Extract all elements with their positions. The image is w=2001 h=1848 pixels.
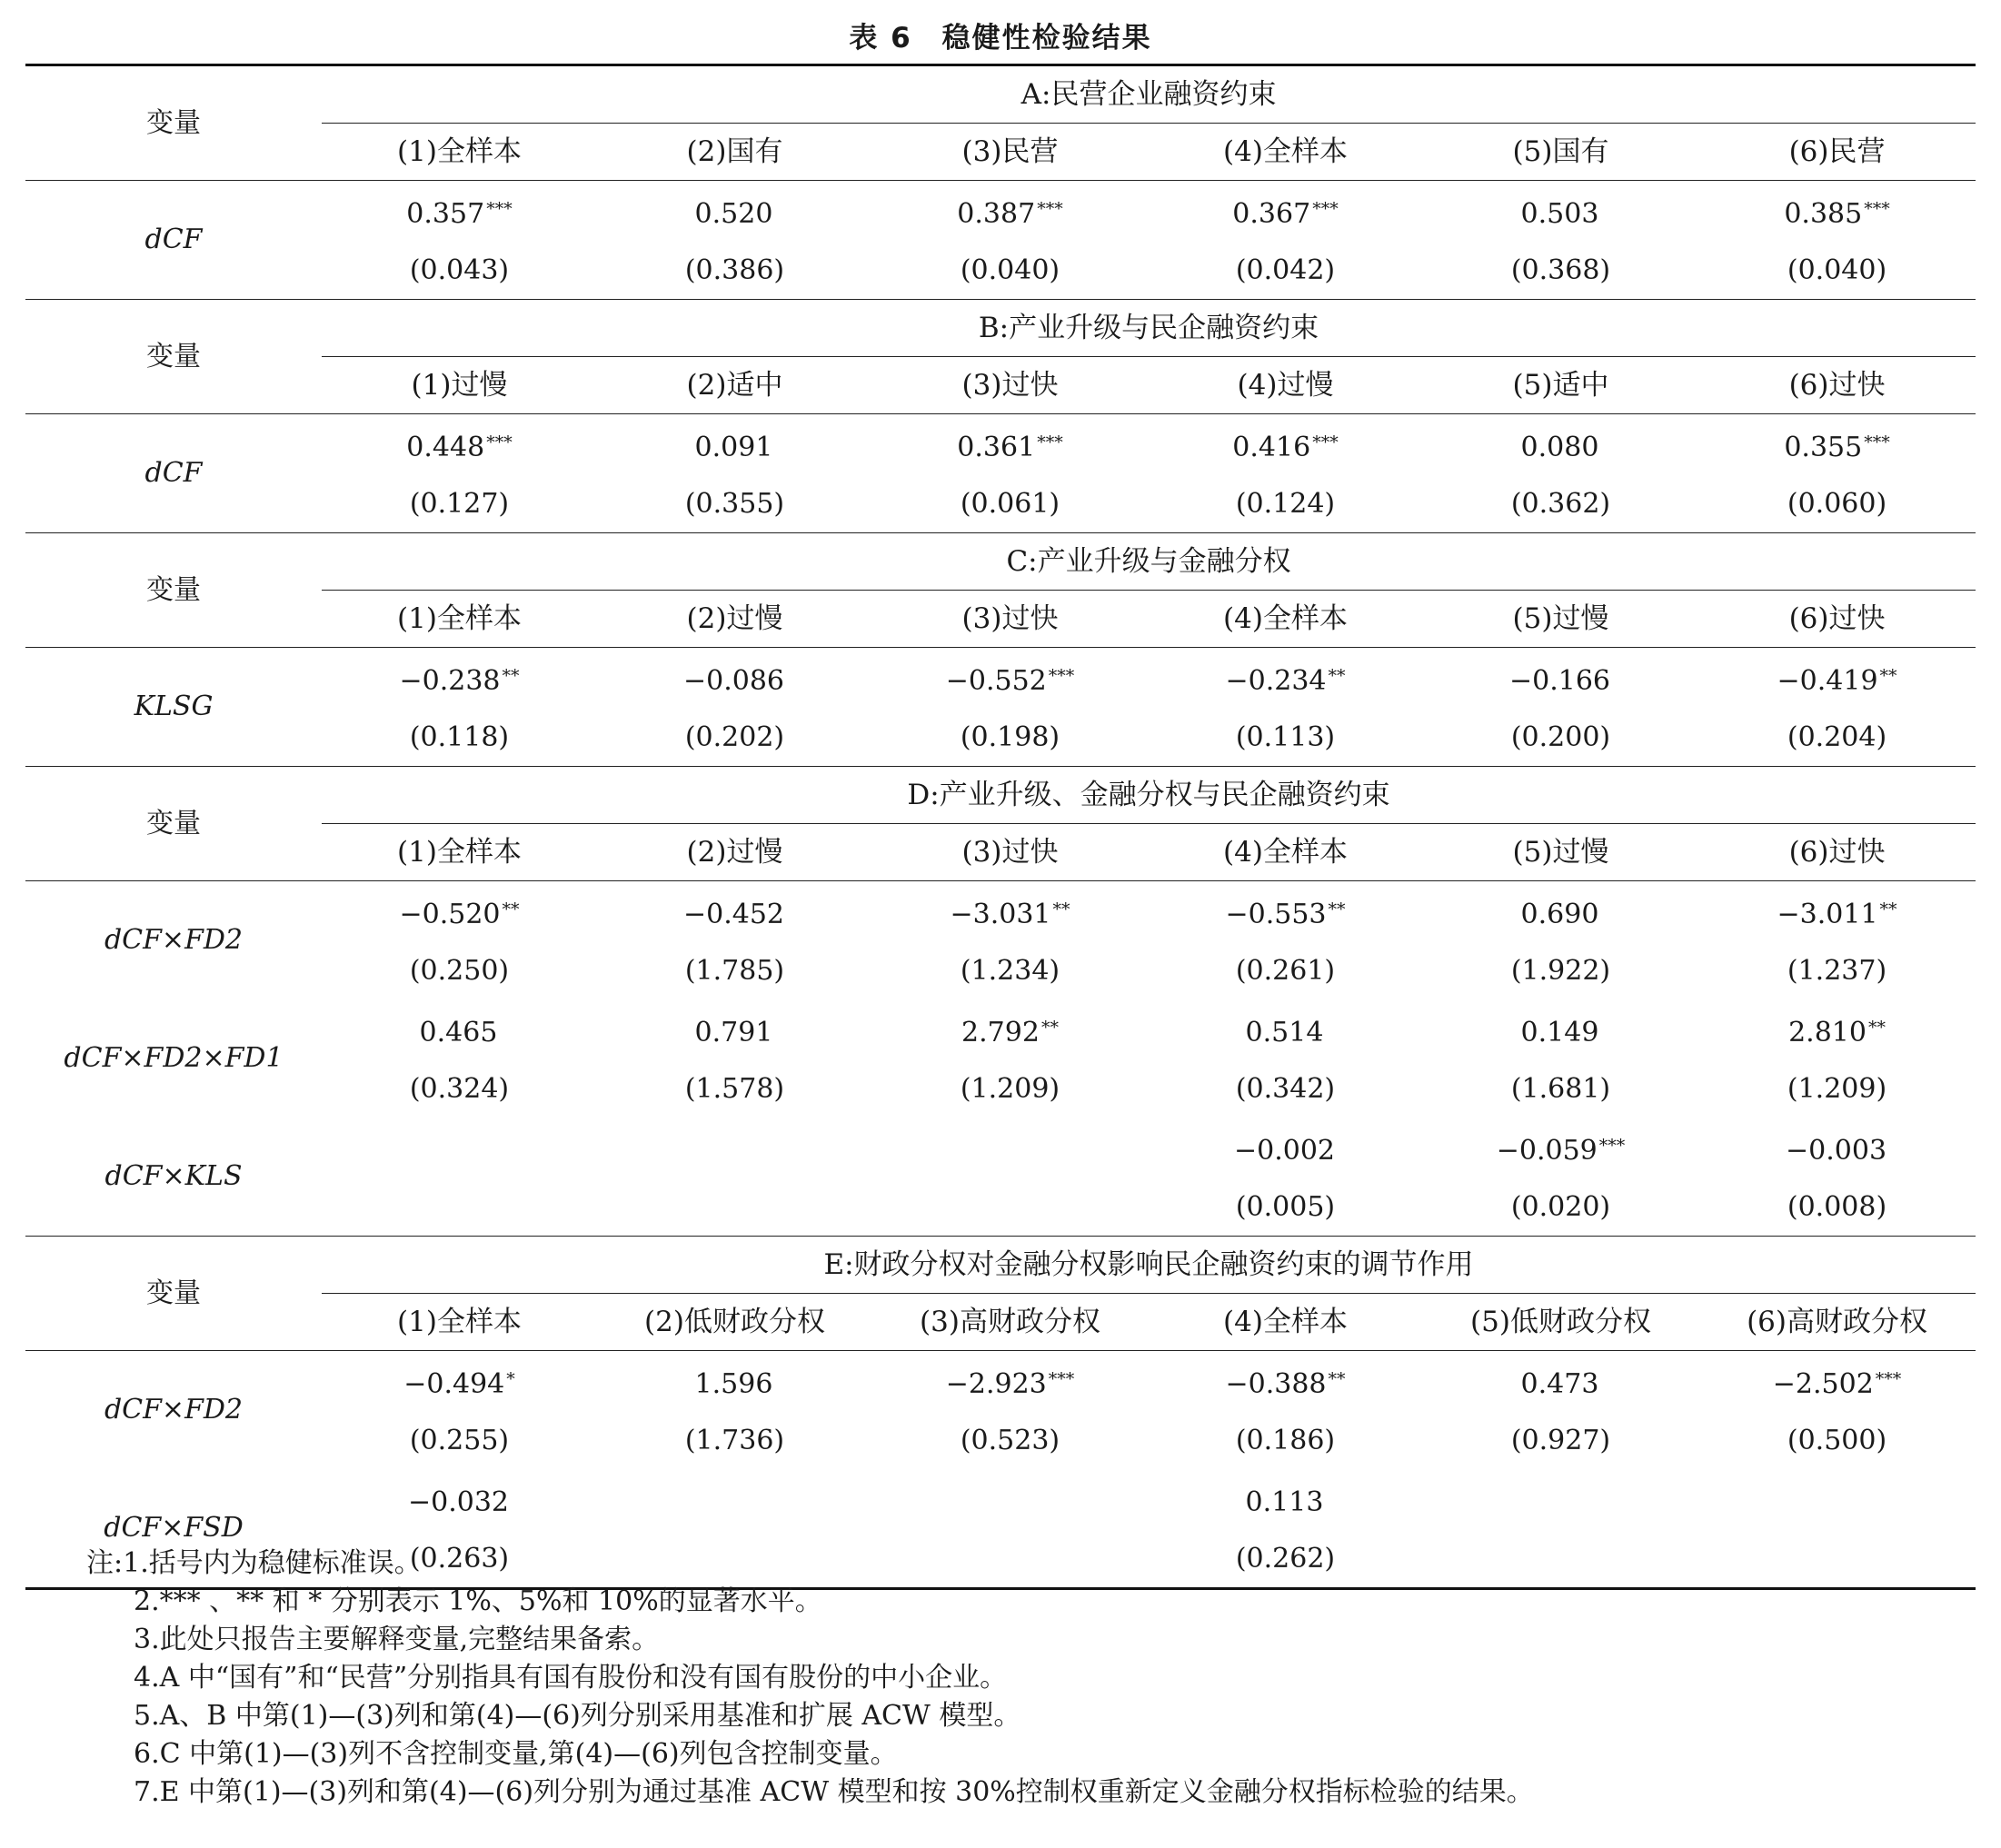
panel-title: B:产业升级与民企融资约束: [322, 300, 1976, 357]
standard-error-cell: (0.362): [1510, 488, 1611, 520]
table-row: [25, 648, 1976, 710]
coefficient-cell: [597, 181, 872, 243]
standard-error-cell: (0.061): [960, 488, 1060, 520]
table-notes: [86, 1545, 1976, 1812]
coefficient-value: −3.031: [950, 899, 1051, 930]
coefficient-value: 0.361: [957, 432, 1036, 463]
column-header: (1)全样本: [322, 824, 597, 881]
standard-error-cell: (0.042): [1235, 254, 1336, 286]
coefficient-value: −2.923: [945, 1368, 1047, 1400]
column-header: (5)国有: [1423, 124, 1698, 181]
significance-stars: ***: [1864, 199, 1890, 219]
panel-title-row: [25, 533, 1976, 591]
table-row: [25, 1118, 1976, 1179]
standard-error-cell: (0.060): [1787, 488, 1887, 520]
coefficient-cell: [1698, 414, 1976, 477]
table-title: 表 6 稳健性检验结果: [849, 22, 1152, 55]
column-header: (2)适中: [597, 357, 872, 414]
table-row: [25, 881, 1976, 944]
variable-header: 变量: [146, 106, 201, 139]
standard-error-cell: (0.113): [1235, 721, 1336, 753]
coefficient-value: −0.059: [1496, 1135, 1598, 1167]
coefficient-value: −0.166: [1508, 665, 1611, 697]
coefficient-value: −0.452: [682, 899, 785, 930]
coefficient-cell: [1148, 1469, 1423, 1531]
coefficient-value: −0.520: [399, 899, 501, 930]
coefficient-value: 0.690: [1520, 899, 1599, 930]
note-line: 7.E 中第(1)—(3)列和第(4)—(6)列分别为通过基准 ACW 模型和按 30%控制权重新定义金融分权指标检验的结果。: [134, 1776, 1534, 1808]
coefficient-cell: [872, 999, 1148, 1061]
standard-error-cell: (0.324): [409, 1073, 510, 1105]
coefficient-cell: [1423, 648, 1698, 710]
coefficient-cell: [1698, 1469, 1976, 1531]
coefficient-value: 0.367: [1232, 198, 1311, 230]
coefficient-value: −0.553: [1225, 899, 1327, 930]
table-row: [25, 1351, 1976, 1414]
coefficient-cell: [872, 1118, 1148, 1179]
variable-header: 变量: [25, 767, 322, 881]
coefficient-cell: [872, 1351, 1148, 1414]
standard-error-cell: [597, 1179, 872, 1237]
panel-title: A:民营企业融资约束: [322, 65, 1976, 124]
standard-error-cell: (0.186): [1235, 1425, 1336, 1456]
column-header: (4)全样本: [1148, 1294, 1423, 1351]
significance-stars: ***: [1312, 432, 1339, 452]
coefficient-value: 0.385: [1784, 198, 1863, 230]
coefficient-cell: [1148, 999, 1423, 1061]
coefficient-value: 2.810: [1788, 1017, 1867, 1048]
significance-stars: ***: [1312, 199, 1339, 219]
significance-stars: **: [1879, 899, 1897, 919]
coefficient-cell: [1423, 414, 1698, 477]
coefficient-cell: [1148, 881, 1423, 944]
standard-error-cell: (1.736): [684, 1425, 785, 1456]
standard-error-cell: (0.263): [409, 1543, 510, 1575]
column-header: (2)低财政分权: [597, 1294, 872, 1351]
coefficient-cell: [322, 881, 597, 944]
column-header: (5)低财政分权: [1423, 1294, 1698, 1351]
standard-error-cell: (0.250): [409, 955, 510, 987]
coefficient-cell: [1423, 881, 1698, 944]
coefficient-cell: [1148, 1351, 1423, 1414]
coefficient-cell: [872, 181, 1148, 243]
coefficient-value: −0.238: [399, 665, 501, 697]
coefficient-cell: [1148, 414, 1423, 477]
column-header: (2)过慢: [597, 591, 872, 648]
coefficient-cell: [597, 648, 872, 710]
column-header: (6)过快: [1698, 591, 1976, 648]
standard-error-cell: (0.202): [684, 721, 785, 753]
coefficient-cell: [322, 999, 597, 1061]
column-header: (6)高财政分权: [1698, 1294, 1976, 1351]
coefficient-value: 1.596: [694, 1368, 773, 1400]
standard-error-cell: (0.255): [409, 1425, 510, 1456]
coefficient-value: 0.357: [406, 198, 485, 230]
significance-stars: ***: [1875, 1369, 1902, 1389]
standard-error-cell: (0.200): [1510, 721, 1611, 753]
table-row: [25, 181, 1976, 243]
note-line: 注:1.括号内为稳健标准误。: [86, 1547, 422, 1579]
coefficient-cell: [1698, 1118, 1976, 1179]
panel-title-row: [25, 65, 1976, 124]
significance-stars: **: [502, 666, 520, 686]
column-header: (4)全样本: [1148, 824, 1423, 881]
coefficient-value: −0.494: [403, 1368, 505, 1400]
coefficient-cell: [1423, 1118, 1698, 1179]
standard-error-cell: (0.342): [1235, 1073, 1336, 1105]
standard-error-cell: (0.198): [960, 721, 1060, 753]
coefficient-value: 0.520: [694, 198, 773, 230]
standard-error-cell: (0.020): [1510, 1191, 1611, 1223]
variable-name: dCF×FD2: [25, 881, 322, 1000]
coefficient-value: 0.465: [419, 1017, 498, 1048]
column-header: (3)民营: [872, 124, 1148, 181]
significance-stars: ***: [1037, 199, 1063, 219]
coefficient-cell: [1423, 1469, 1698, 1531]
significance-stars: *: [506, 1369, 515, 1389]
variable-name: KLSG: [25, 648, 322, 767]
coefficient-cell: [1423, 1351, 1698, 1414]
coefficient-value: −0.388: [1225, 1368, 1327, 1400]
panel-title: C:产业升级与金融分权: [322, 533, 1976, 591]
coefficient-value: 0.080: [1520, 432, 1599, 463]
column-header: (1)全样本: [322, 591, 597, 648]
coefficient-cell: [872, 648, 1148, 710]
coefficient-value: −0.002: [1233, 1135, 1336, 1167]
coefficient-value: 0.416: [1232, 432, 1311, 463]
panel-title-row: [25, 767, 1976, 824]
coefficient-cell: [597, 1351, 872, 1414]
results-table: [25, 64, 1976, 1590]
coefficient-cell: [1148, 181, 1423, 243]
coefficient-value: 0.387: [957, 198, 1036, 230]
coefficient-value: 0.149: [1520, 1017, 1599, 1048]
coefficient-cell: [1698, 999, 1976, 1061]
standard-error-cell: (0.500): [1787, 1425, 1887, 1456]
coefficient-cell: [1698, 1351, 1976, 1414]
significance-stars: **: [1879, 666, 1897, 686]
significance-stars: ***: [1864, 432, 1890, 452]
coefficient-value: 0.113: [1245, 1486, 1324, 1518]
note-line: 4.A 中“国有”和“民营”分别指具有国有股份和没有国有股份的中小企业。: [134, 1662, 1008, 1694]
standard-error-cell: (0.118): [409, 721, 510, 753]
variable-name: dCF×FD2: [25, 1351, 322, 1470]
significance-stars: ***: [486, 432, 513, 452]
significance-stars: **: [1328, 899, 1346, 919]
coefficient-cell: [872, 1469, 1148, 1531]
column-header: (5)适中: [1423, 357, 1698, 414]
column-header: (1)全样本: [322, 124, 597, 181]
standard-error-cell: (0.005): [1235, 1191, 1336, 1223]
note-line: 6.C 中第(1)—(3)列不含控制变量,第(4)—(6)列包含控制变量。: [134, 1738, 898, 1770]
standard-error-cell: (0.040): [960, 254, 1060, 286]
coefficient-cell: [1698, 181, 1976, 243]
coefficient-cell: [1148, 648, 1423, 710]
variable-header: 变量: [25, 533, 322, 648]
standard-error-cell: (1.681): [1510, 1073, 1611, 1105]
coefficient-value: −0.032: [407, 1486, 510, 1518]
standard-error-cell: (0.927): [1510, 1425, 1611, 1456]
column-header: (4)全样本: [1148, 591, 1423, 648]
coefficient-cell: [322, 1469, 597, 1531]
column-header: (5)过慢: [1423, 591, 1698, 648]
note-line: 2.*** 、** 和 * 分别表示 1%、5%和 10%的显著水平。: [134, 1585, 822, 1617]
coefficient-cell: [1698, 648, 1976, 710]
significance-stars: **: [1052, 899, 1070, 919]
coefficient-value: −2.502: [1772, 1368, 1874, 1400]
coefficient-cell: [872, 881, 1148, 944]
panel-title-row: [25, 300, 1976, 357]
significance-stars: ***: [1048, 1369, 1075, 1389]
coefficient-cell: [597, 1469, 872, 1531]
standard-error-cell: (0.386): [684, 254, 785, 286]
coefficient-value: 0.791: [694, 1017, 773, 1048]
column-header: (1)全样本: [322, 1294, 597, 1351]
note-line: 5.A、B 中第(1)—(3)列和第(4)—(6)列分别采用基准和扩展 ACW 模型。: [134, 1700, 1021, 1732]
variable-name: dCF×KLS: [105, 1160, 243, 1192]
coefficient-value: 0.473: [1520, 1368, 1599, 1400]
coefficient-cell: [322, 1351, 597, 1414]
significance-stars: ***: [486, 199, 513, 219]
column-header: (3)过快: [872, 824, 1148, 881]
variable-name: dCF: [25, 181, 322, 300]
coefficient-value: −0.552: [945, 665, 1047, 697]
standard-error-cell: (0.127): [409, 488, 510, 520]
significance-stars: **: [1867, 1018, 1886, 1038]
standard-error-cell: (0.355): [684, 488, 785, 520]
standard-error-cell: (0.043): [409, 254, 510, 286]
variable-header: 变量: [25, 1237, 322, 1351]
standard-error-cell: (1.578): [684, 1073, 785, 1105]
table-row: [25, 414, 1976, 477]
column-header: (1)过慢: [322, 357, 597, 414]
standard-error-cell: (0.523): [960, 1425, 1060, 1456]
significance-stars: **: [1328, 666, 1346, 686]
coefficient-cell: [322, 1118, 597, 1179]
standard-error-cell: (1.234): [960, 955, 1060, 987]
coefficient-cell: [1423, 999, 1698, 1061]
panel-title-row: [25, 1237, 1976, 1294]
significance-stars: ***: [1598, 1136, 1626, 1156]
coefficient-cell: [322, 181, 597, 243]
coefficient-value: −0.086: [682, 665, 785, 697]
standard-error-cell: (1.209): [1787, 1073, 1887, 1105]
coefficient-value: 0.448: [406, 432, 485, 463]
significance-stars: **: [502, 899, 520, 919]
note-line: 3.此处只报告主要解释变量,完整结果备索。: [134, 1624, 660, 1655]
column-header: (4)过慢: [1148, 357, 1423, 414]
coefficient-value: 0.091: [694, 432, 773, 463]
significance-stars: **: [1040, 1018, 1059, 1038]
column-header: (6)过快: [1698, 824, 1976, 881]
column-header: (2)过慢: [597, 824, 872, 881]
column-header: (3)高财政分权: [872, 1294, 1148, 1351]
coefficient-value: −0.003: [1786, 1135, 1887, 1167]
table-row: [25, 999, 1976, 1061]
column-header: (2)国有: [597, 124, 872, 181]
standard-error-cell: [322, 1179, 597, 1237]
column-header: (3)过快: [872, 591, 1148, 648]
standard-error-cell: (0.204): [1787, 721, 1887, 753]
standard-error-cell: (1.237): [1787, 955, 1887, 987]
table-row: [25, 1469, 1976, 1531]
coefficient-cell: [322, 414, 597, 477]
coefficient-cell: [597, 999, 872, 1061]
standard-error-cell: (1.209): [960, 1073, 1060, 1105]
standard-error-cell: (0.262): [1235, 1543, 1336, 1575]
variable-name: dCF: [25, 414, 322, 533]
column-header: (6)民营: [1698, 124, 1976, 181]
significance-stars: ***: [1048, 666, 1075, 686]
coefficient-cell: [1698, 881, 1976, 944]
standard-error-cell: [872, 1179, 1148, 1237]
standard-error-cell: (0.008): [1787, 1191, 1887, 1223]
coefficient-cell: [597, 1118, 872, 1179]
column-header: (4)全样本: [1148, 124, 1423, 181]
coefficient-value: 0.355: [1784, 432, 1863, 463]
standard-error-cell: (1.785): [684, 955, 785, 987]
variable-name: dCF×FD2×FD1: [64, 1042, 284, 1074]
coefficient-value: 0.514: [1245, 1017, 1324, 1048]
coefficient-value: 0.503: [1520, 198, 1599, 230]
panel-title: D:产业升级、金融分权与民企融资约束: [322, 767, 1976, 824]
coefficient-cell: [872, 414, 1148, 477]
coefficient-value: −0.234: [1225, 665, 1327, 697]
significance-stars: ***: [1037, 432, 1063, 452]
standard-error-cell: (0.261): [1235, 955, 1336, 987]
coefficient-cell: [597, 414, 872, 477]
column-header: (3)过快: [872, 357, 1148, 414]
coefficient-cell: [597, 881, 872, 944]
standard-error-cell: (1.922): [1510, 955, 1611, 987]
significance-stars: **: [1328, 1369, 1346, 1389]
column-header: (6)过快: [1698, 357, 1976, 414]
standard-error-cell: (0.124): [1235, 488, 1336, 520]
coefficient-cell: [1423, 181, 1698, 243]
panel-title: E:财政分权对金融分权影响民企融资约束的调节作用: [322, 1237, 1976, 1294]
variable-name: dCF×FSD: [104, 1512, 244, 1544]
standard-error-cell: (0.368): [1510, 254, 1611, 286]
coefficient-value: 2.792: [961, 1017, 1040, 1048]
standard-error-cell: (0.040): [1787, 254, 1887, 286]
coefficient-cell: [1148, 1118, 1423, 1179]
coefficient-value: −3.011: [1777, 899, 1878, 930]
variable-header: 变量: [25, 300, 322, 414]
column-header: (5)过慢: [1423, 824, 1698, 881]
coefficient-cell: [322, 648, 597, 710]
coefficient-value: −0.419: [1777, 665, 1878, 697]
